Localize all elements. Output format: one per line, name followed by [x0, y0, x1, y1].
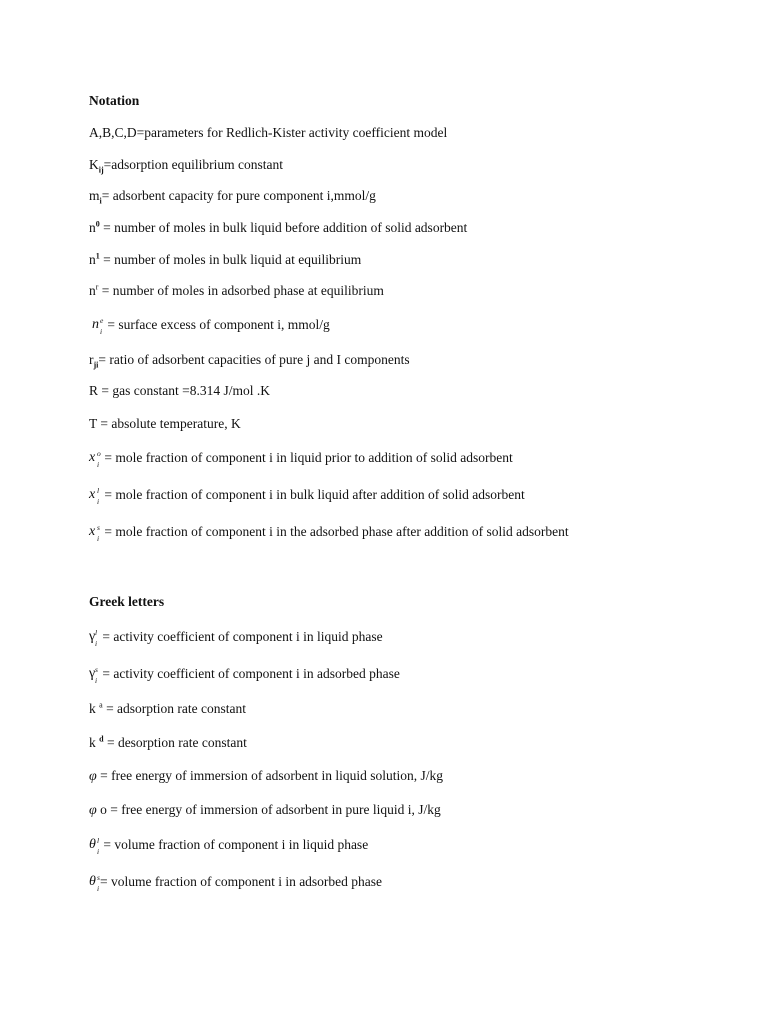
greek-item-kd [89, 735, 247, 751]
definition: = volume fraction of component i in adsorbed phase [100, 874, 383, 889]
symbol: k [89, 701, 96, 716]
subscript: ji [93, 360, 99, 370]
greek-letters-heading: Greek letters [89, 594, 165, 609]
greek-item-theta-l [89, 836, 369, 856]
definition: = ratio of adsorbent capacities of pure j and I components [98, 352, 410, 367]
symbol: r [89, 352, 94, 367]
notation-item-nr [89, 283, 384, 299]
definition: = free energy of immersion of adsorbent in pure liquid i, J/kg [106, 802, 441, 817]
notation-item-xis [89, 523, 569, 543]
notation-item-xio [89, 449, 513, 469]
notation-item-xil [89, 486, 525, 506]
definition: = adsorption rate constant [102, 701, 247, 716]
definition: = activity coefficient of component i in liquid phase [99, 629, 383, 644]
greek-item-gamma-s [89, 665, 400, 685]
superscript: r [95, 282, 99, 292]
notation-item-temperature: T = absolute temperature, K [89, 416, 241, 431]
definition: = number of moles in bulk liquid before addition of solid adsorbent [99, 220, 468, 235]
notation-item-rji [89, 352, 410, 368]
greek-item-phi-o [89, 802, 441, 819]
superscript: a [99, 700, 103, 710]
notation-item-parameters [89, 125, 447, 141]
definition: =adsorption equilibrium constant [103, 157, 283, 172]
definition: = surface excess of component i, mmol/g [104, 317, 330, 332]
superscript: d [99, 734, 104, 744]
notation-item-nie [92, 316, 330, 336]
symbol: m [89, 188, 100, 203]
notation-heading: Notation [89, 93, 140, 108]
math-symbol: x o i [89, 449, 101, 469]
superscript: 0 [95, 219, 100, 229]
math-symbol: n e i [92, 316, 104, 336]
notation-item-gas-constant: R = gas constant =8.314 J/mol .K [89, 383, 270, 398]
definition: = activity coefficient of component i in adsorbed phase [99, 666, 400, 681]
superscript: o [100, 802, 107, 817]
definition: = number of moles in adsorbed phase at equilibrium [98, 283, 384, 298]
definition: = volume fraction of component i in liquid phase [100, 837, 369, 852]
definition: =parameters for Redlich-Kister activity coefficient model [136, 125, 448, 140]
math-symbol: θ s i [89, 873, 100, 893]
symbol: A,B,C,D [89, 125, 137, 140]
symbol: k [89, 735, 96, 750]
math-symbol: γ l i [89, 628, 98, 648]
greek-item-gamma-l [89, 628, 383, 648]
math-symbol: x l i [89, 486, 100, 506]
greek-item-ka [89, 701, 246, 717]
subscript: i [99, 196, 102, 206]
notation-item-n0 [89, 220, 467, 236]
definition: = free energy of immersion of adsorbent in liquid solution, J/kg [96, 768, 444, 783]
math-symbol: x s i [89, 523, 100, 543]
definition: = number of moles in bulk liquid at equilibrium [99, 252, 362, 267]
definition: = mole fraction of component i in bulk liquid after addition of solid adsorbent [101, 487, 525, 502]
definition: = adsorbent capacity for pure component i,mmol/g [101, 188, 376, 203]
symbol: n [89, 252, 96, 267]
definition: = mole fraction of component i in liquid prior to addition of solid adsorbent [101, 450, 513, 465]
subscript: ij [98, 165, 104, 175]
notation-item-n1 [89, 252, 361, 268]
math-symbol: θ l i [89, 836, 100, 856]
symbol: n [89, 220, 96, 235]
symbol: φ [89, 769, 97, 784]
math-symbol: γ s i [89, 665, 98, 685]
symbol: φ [89, 803, 97, 818]
greek-item-phi [89, 768, 443, 785]
definition: = desorption rate constant [103, 735, 247, 750]
definition: = mole fraction of component i in the adsorbed phase after addition of solid adsorbent [101, 524, 569, 539]
symbol: K [89, 157, 99, 172]
symbol: n [89, 283, 96, 298]
notation-item-mi [89, 188, 376, 204]
superscript: 1 [95, 251, 100, 261]
notation-item-kij [89, 157, 283, 173]
greek-item-theta-s [89, 873, 383, 893]
